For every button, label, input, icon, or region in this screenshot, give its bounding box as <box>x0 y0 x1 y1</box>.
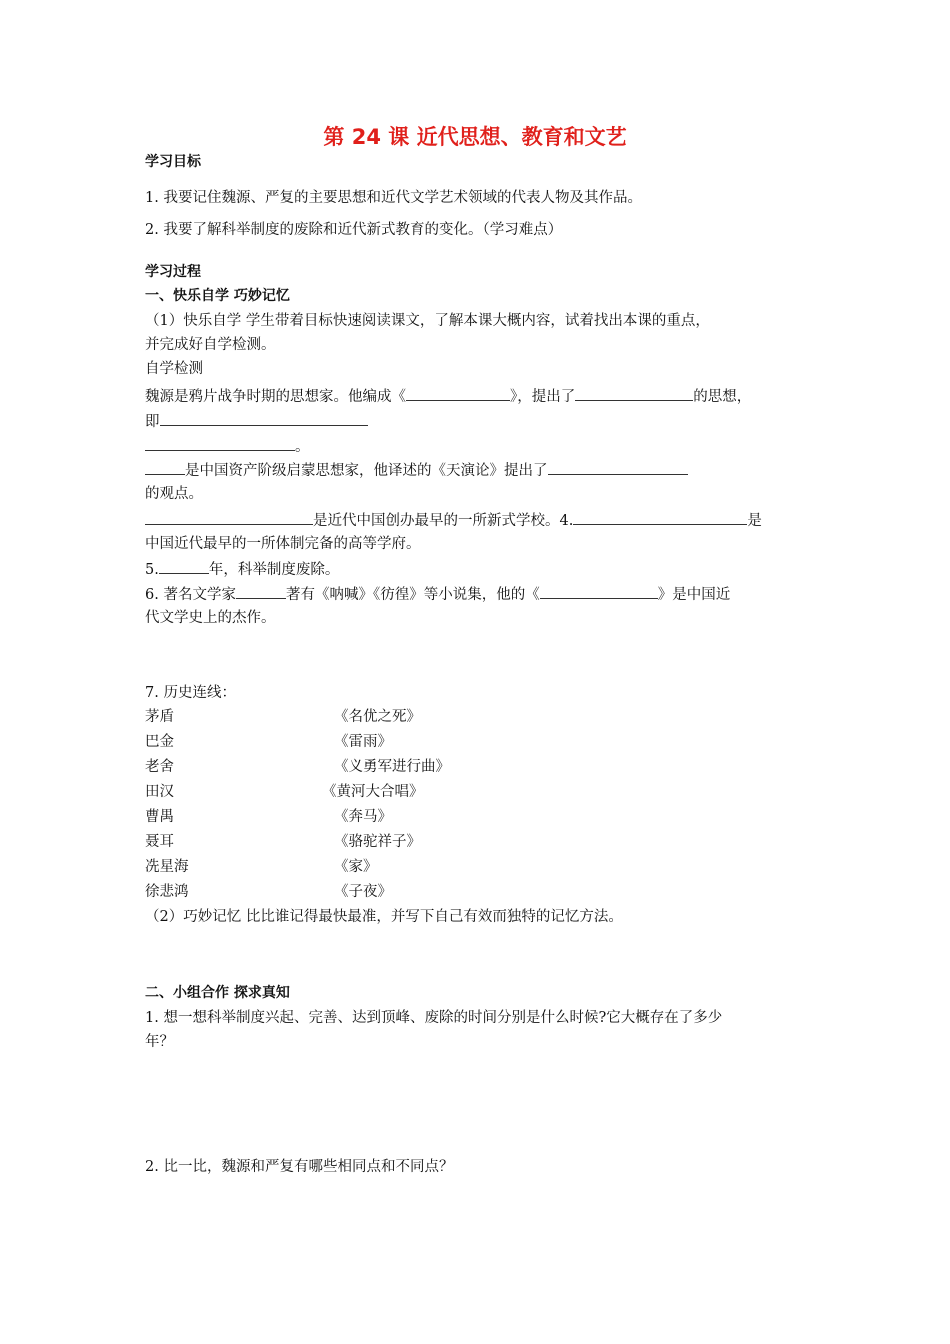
answer-blank[interactable] <box>573 509 747 525</box>
answer-blank[interactable] <box>236 583 286 599</box>
question-6-text-b: 著有《呐喊》《彷徨》等小说集，他的《 <box>285 587 540 603</box>
match-right-item: 《家》 <box>334 859 378 875</box>
question-6-text-c: 》是中国近 <box>657 587 731 603</box>
question-6-line-1 <box>145 583 730 605</box>
question-4-line: 中国近代最早的一所体制完备的高等学府。 <box>145 536 421 552</box>
question-3-text-a: 是近代中国创办最早的一所新式学校。4. <box>313 513 574 529</box>
question-1-line-2 <box>145 410 368 432</box>
group-question-1-line-2: 年？ <box>145 1034 174 1050</box>
match-left-item: 曹禺 <box>145 809 174 825</box>
memory-method-line: （2）巧妙记忆 比比谁记得最快最准，并写下自己有效而独特的记忆方法。 <box>145 909 623 925</box>
match-right-item: 《奔马》 <box>334 809 392 825</box>
match-left-item: 聂耳 <box>145 834 174 850</box>
match-left-item: 老舍 <box>145 759 174 775</box>
answer-blank[interactable] <box>160 410 368 426</box>
question-5-text-a: 5. <box>145 562 159 578</box>
goal-item-2: 2. 我要了解科举制度的废除和近代新式教育的变化。（学习难点） <box>145 222 563 238</box>
section-1-heading: 一、快乐自学 巧妙记忆 <box>145 288 290 304</box>
self-study-line-1: （1）快乐自学 学生带着目标快速阅读课文，了解本课大概内容，试着找出本课的重点， <box>145 313 710 329</box>
match-left-item: 巴金 <box>145 734 174 750</box>
match-right-item: 《名优之死》 <box>334 709 421 725</box>
question-1-text-d: 即 <box>145 414 160 430</box>
answer-blank[interactable] <box>406 385 510 401</box>
question-1-text-e: 。 <box>295 439 310 455</box>
group-question-1-line-1: 1. 想一想科举制度兴起、完善、达到顶峰、废除的时间分别是什么时候?它大概存在了多少 <box>145 1010 723 1026</box>
match-right-item: 《骆驼祥子》 <box>334 834 421 850</box>
section-2-heading: 二、小组合作 探求真知 <box>145 985 290 1001</box>
match-right-item: 《义勇军进行曲》 <box>334 759 450 775</box>
question-1-line-1 <box>145 385 751 407</box>
question-2-text-a: 是中国资产阶级启蒙思想家，他译述的《天演论》提出了 <box>185 463 548 479</box>
answer-blank[interactable] <box>145 459 185 475</box>
match-right-item: 《子夜》 <box>334 884 392 900</box>
answer-blank[interactable] <box>145 509 313 525</box>
match-right-item: 《黄河大合唱》 <box>322 784 424 800</box>
answer-blank[interactable] <box>575 385 693 401</box>
question-3-text-b: 是 <box>747 513 762 529</box>
question-5-text-b: 年，科举制度废除。 <box>208 562 340 578</box>
answer-blank[interactable] <box>540 583 658 599</box>
question-1-text-b: 》，提出了 <box>510 389 576 405</box>
match-right-item: 《雷雨》 <box>334 734 392 750</box>
match-left-item: 田汉 <box>145 784 174 800</box>
match-left-item: 茅盾 <box>145 709 174 725</box>
match-left-item: 徐悲鸿 <box>145 884 189 900</box>
question-5-line <box>145 558 339 580</box>
question-3-line <box>145 509 762 531</box>
goal-item-1: 1. 我要记住魏源、严复的主要思想和近代文学艺术领域的代表人物及其作品。 <box>145 190 642 206</box>
question-2-line-2: 的观点。 <box>145 486 203 502</box>
match-left-item: 冼星海 <box>145 859 189 875</box>
self-study-line-2: 并完成好自学检测。 <box>145 337 276 353</box>
page-title: 第 24 课 近代思想、教育和文艺 <box>323 125 627 149</box>
question-1-text-c: 的思想， <box>693 389 752 405</box>
question-7-heading: 7. 历史连线： <box>145 685 236 701</box>
question-1-line-3 <box>145 435 310 457</box>
answer-blank[interactable] <box>159 558 209 574</box>
question-2-line-1 <box>145 459 688 481</box>
answer-blank[interactable] <box>548 459 688 475</box>
question-6-line-2: 代文学史上的杰作。 <box>145 610 276 626</box>
process-heading: 学习过程 <box>145 264 201 280</box>
question-6-text-a: 6. 著名文学家 <box>145 587 236 603</box>
group-question-2: 2. 比一比，魏源和严复有哪些相同点和不同点？ <box>145 1159 454 1175</box>
self-test-label: 自学检测 <box>145 361 203 377</box>
answer-blank[interactable] <box>145 435 295 451</box>
goals-heading: 学习目标 <box>145 154 201 170</box>
question-1-text-a: 魏源是鸦片战争时期的思想家。他编成《 <box>145 389 406 405</box>
